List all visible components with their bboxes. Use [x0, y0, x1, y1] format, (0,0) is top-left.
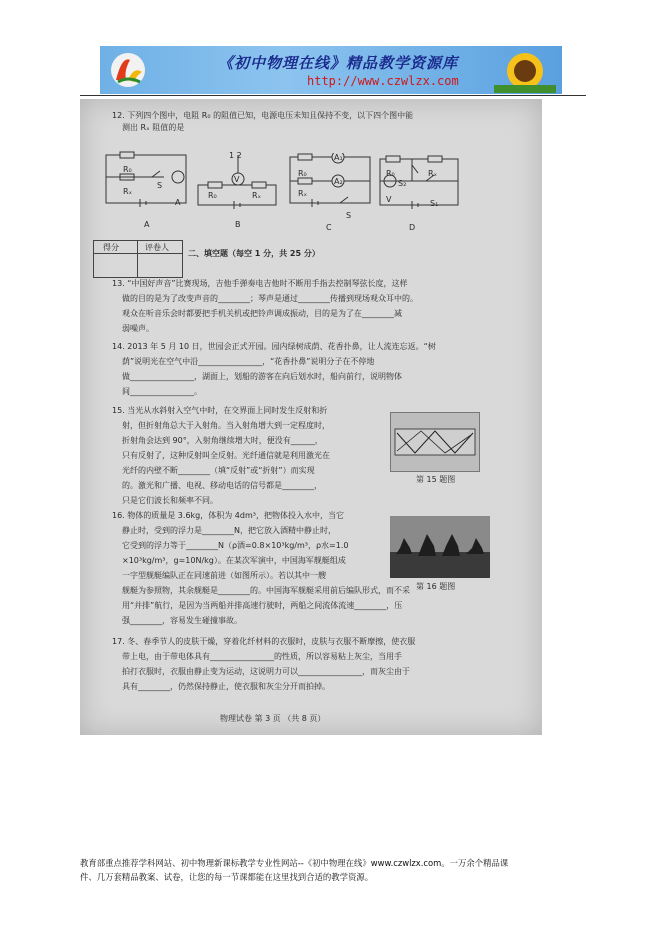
q14-line4: 间________________。 — [122, 387, 202, 396]
circuit-c-a2: A₂ — [334, 177, 343, 186]
q16-line2: 静止时，受到的浮力是________N，把它放入酒精中静止时， — [122, 526, 336, 535]
banner-url[interactable]: http://www.czwlzx.com — [307, 74, 459, 88]
q16-line7: 用“并排”航行，是因为当两船并排高速行驶时，两船之间流体流速________，压 — [122, 601, 403, 610]
q15-line3: 折射角会达到 90°，入射角继续增大时，便没有______， — [122, 436, 323, 445]
circuit-c-rx: Rₓ — [298, 189, 308, 198]
circuit-b-terminals: 1 2 — [229, 151, 242, 160]
circuit-c-s: S — [346, 211, 352, 220]
q17-line2: 带上电，由于带电体具有________________的性质，所以容易粘上灰尘，当用手 — [122, 652, 402, 661]
header-rule — [80, 95, 586, 96]
q17-line3: 拍打衣服时，衣服由静止变为运动，这说明力可以________________，而灰尘由于 — [122, 667, 410, 676]
exam-page-photo — [80, 99, 542, 735]
score-box — [93, 240, 183, 278]
circuit-a-r0: R₀ — [123, 165, 132, 174]
q15-caption: 第 15 题图 — [416, 475, 456, 484]
circuit-d-rx: Rₓ — [428, 169, 438, 178]
q14-line2: 荫”说明光在空气中沿________________，“花香扑鼻”说明分子在不停地 — [122, 357, 375, 366]
footer-line2: 件、几万套精品教案、试卷，让您的每一节课都能在这里找到合适的教学资源。 — [80, 872, 374, 882]
circuit-b-r0: R₀ — [208, 191, 217, 200]
q16-line8: 强________，容易发生碰撞事故。 — [122, 616, 242, 625]
footer-line1: 教育部重点推荐学科网站、初中物理新课标教学专业性网站--《初中物理在线》www.czwlzx.com。一万余个精品课 — [80, 858, 509, 868]
q15-line5: 光纤的内壁不断________（填“反射”或“折射”）而实现 — [122, 466, 315, 475]
option-c-label: C — [326, 223, 332, 232]
option-b-label: B — [235, 220, 241, 229]
circuit-d-r0: R₀ — [386, 169, 395, 178]
q15-fiber-figure — [390, 412, 480, 472]
q15-line2: 射，但折射角总大于入射角。当入射角增大到一定程度时， — [122, 421, 330, 430]
circuit-b-voltmeter: V — [234, 175, 240, 184]
grader-label: 评卷人 — [145, 243, 169, 252]
q15-line6: 的。激光和广播、电视、移动电话的信号都是________， — [122, 481, 322, 490]
option-d-label: D — [409, 223, 416, 232]
exam-page-footer: 物理试卷 第 3 页 （共 8 页） — [220, 714, 326, 723]
q17-line1: 17. 冬、春季节人的皮肤干燥，穿着化纤材料的衣服时，皮肤与衣服不断摩擦，使衣服 — [112, 637, 416, 646]
q14-line3: 做________________，湖面上，划船的游客在向后划水时，船向前行，说明物体 — [122, 372, 402, 381]
q16-caption: 第 16 题图 — [416, 582, 456, 591]
q14-line1: 14. 2013 年 5 月 10 日，世园会正式开园。园内绿树成荫、花香扑鼻，让人流连忘返。“树 — [112, 342, 436, 351]
option-a-label: A — [144, 220, 150, 229]
circuit-c-a1: A₁ — [334, 153, 343, 162]
site-logo — [108, 50, 148, 90]
q15-line1: 15. 当光从水斜射入空气中时，在交界面上同时发生反射和折 — [112, 406, 328, 415]
circuit-c-r0: R₀ — [298, 169, 307, 178]
q16-line3: 它受到的浮力等于________N（ρ酒=0.8×10³kg/m³，ρ水=1.0 — [122, 541, 349, 550]
circuit-c — [286, 153, 374, 219]
q13-line2: 做的目的是为了改变声音的________；琴声是通过________传播到现场观众耳中的。 — [122, 294, 418, 303]
circuit-d-s2: S₂ — [398, 179, 407, 188]
q12-line1: 12. 下列四个图中，电阻 R₀ 的阻值已知，电源电压未知且保持不变，以下四个图中能 — [112, 111, 414, 120]
score-label: 得分 — [103, 243, 119, 252]
q16-line5: 一字型舰艇编队正在同速前进（如图所示）。若以其中一艘 — [122, 571, 326, 580]
site-banner — [100, 46, 562, 94]
circuit-a-ammeter: A — [175, 198, 181, 207]
q13-line3: 观众在听音乐会时都要把手机关机或把铃声调成振动，目的是为了在________减 — [122, 309, 402, 318]
q12-line2: 测出 Rₓ 阻值的是 — [122, 123, 185, 132]
q15-line7: 只是它们波长和频率不同。 — [122, 496, 218, 505]
q16-line1: 16. 物体的质量是 3.6kg，体积为 4dm³，把物体投入水中，当它 — [112, 511, 344, 520]
circuit-d-voltmeter: V — [386, 195, 392, 204]
q13-line1: 13. “中国好声音”比赛现场，吉他手弹奏电吉他时不断用手指去控制琴弦长度，这样 — [112, 279, 408, 288]
q16-line4: ×10³kg/m³，g=10N/kg）。在某次军演中，中国海军舰艇组成 — [122, 556, 346, 565]
circuit-b-rx: Rₓ — [252, 191, 262, 200]
circuit-d — [376, 153, 462, 219]
section-title: 二、填空题（每空 1 分，共 25 分） — [188, 249, 320, 258]
q17-line4: 具有________，仍然保持静止，使衣服和灰尘分开而拍掉。 — [122, 682, 330, 691]
circuit-a-s: S — [157, 181, 163, 190]
circuit-a-rx: Rₓ — [123, 187, 133, 196]
circuit-d-s1: S₁ — [430, 199, 439, 208]
sunflower-icon — [494, 49, 556, 93]
q16-warship-photo — [390, 516, 490, 578]
q15-line4: 只有反射了，这种反射叫全反射。光纤通信就是利用激光在 — [122, 451, 330, 460]
banner-title: 《初中物理在线》精品教学资源库 — [218, 54, 459, 72]
q16-line6: 舰艇为参照物，其余舰艇是________的。中国海军舰艇采用前后编队形式，而不采 — [122, 586, 410, 595]
q13-line4: 弱噪声。 — [122, 324, 154, 333]
